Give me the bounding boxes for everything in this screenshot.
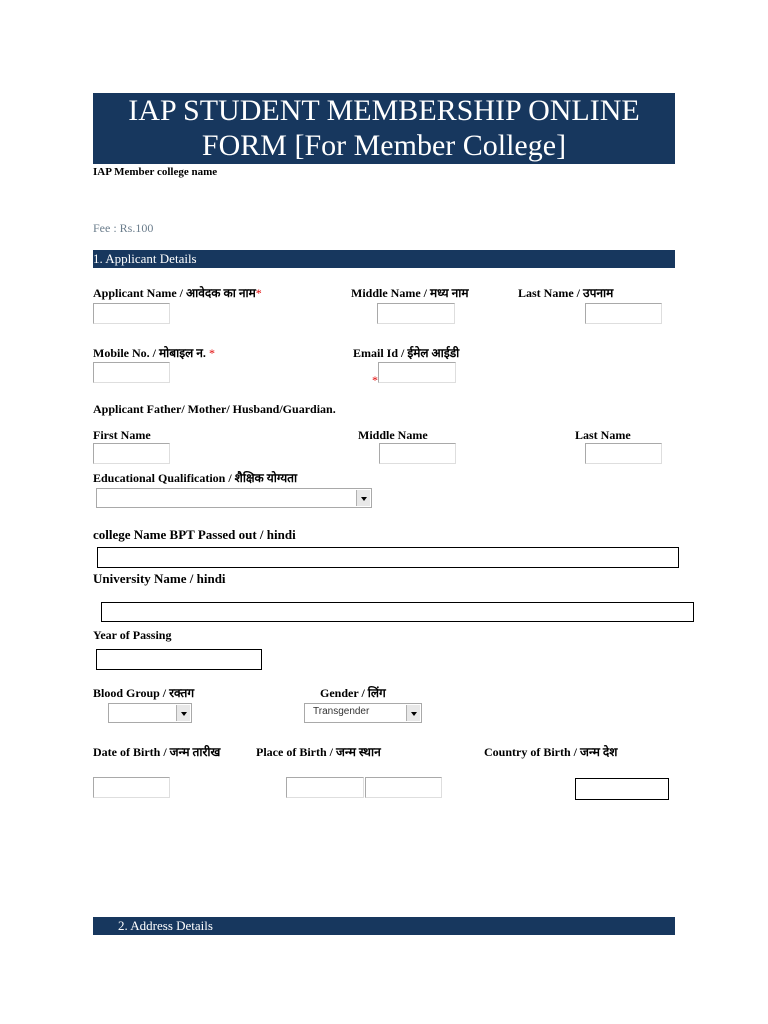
applicant-last-name-input[interactable] [585,303,662,324]
guardian-last-name-label: Last Name [575,428,631,442]
section-address-details [93,917,675,935]
qualification-label: Educational Qualification / शैक्षिक योग्यता [93,471,298,485]
year-of-passing-input[interactable] [96,649,262,670]
university-input[interactable] [101,602,694,622]
pob-secondary-input[interactable] [365,777,442,798]
mobile-label: Mobile No. / मोबाइल न. * [93,346,215,360]
dob-label: Date of Birth / जन्म तारीख [93,745,221,759]
guardian-first-name-label: First Name [93,428,151,442]
college-bpt-label: college Name BPT Passed out / hindi [93,527,296,542]
applicant-middle-name-label: Middle Name / मध्य नाम [351,286,469,300]
email-required-star: * [372,373,378,387]
required-star: * [208,346,215,360]
member-college-label: IAP Member college name [93,166,218,178]
section-applicant-details [93,250,675,268]
guardian-heading: Applicant Father/ Mother/ Husband/Guardian. [93,402,336,416]
qualification-select[interactable] [96,488,372,508]
gender-label: Gender / लिंग [320,686,386,700]
guardian-middle-name-label: Middle Name [358,428,428,442]
year-of-passing-label: Year of Passing [93,628,172,642]
guardian-middle-name-input[interactable] [379,443,456,464]
guardian-first-name-input[interactable] [93,443,170,464]
pob-label: Place of Birth / जन्म स्थान [256,745,381,759]
form-title-line1: IAP STUDENT MEMBERSHIP ONLINE [128,94,640,127]
required-star: * [255,286,262,300]
applicant-middle-name-input[interactable] [377,303,455,324]
section-applicant-title: 1. Applicant Details [93,251,197,266]
applicant-name-label: Applicant Name / आवेदक का नाम* [93,286,262,300]
email-label: Email Id / ईमेल आईडी [353,346,460,360]
section-address-title: 2. Address Details [118,918,213,933]
email-input[interactable] [378,362,456,383]
chevron-down-icon [406,705,420,721]
applicant-first-name-input[interactable] [93,303,170,324]
dob-input[interactable] [93,777,170,798]
applicant-last-name-label: Last Name / उपनाम [518,286,614,300]
blood-group-label: Blood Group / रक्तग [93,686,195,700]
guardian-last-name-input[interactable] [585,443,662,464]
university-label: University Name / hindi [93,571,226,586]
form-title-line2: FORM [For Member College] [201,129,567,162]
form-title-banner [93,93,675,164]
gender-select[interactable]: Transgender [304,703,422,723]
chevron-down-icon [176,705,190,721]
cob-label: Country of Birth / जन्म देश [484,745,618,759]
cob-input[interactable] [575,778,669,800]
college-bpt-input[interactable] [97,547,679,568]
pob-input[interactable] [286,777,364,798]
chevron-down-icon [356,490,370,506]
blood-group-select[interactable] [108,703,192,723]
mobile-input[interactable] [93,362,170,383]
fee-text: Fee : Rs.100 [93,221,154,235]
